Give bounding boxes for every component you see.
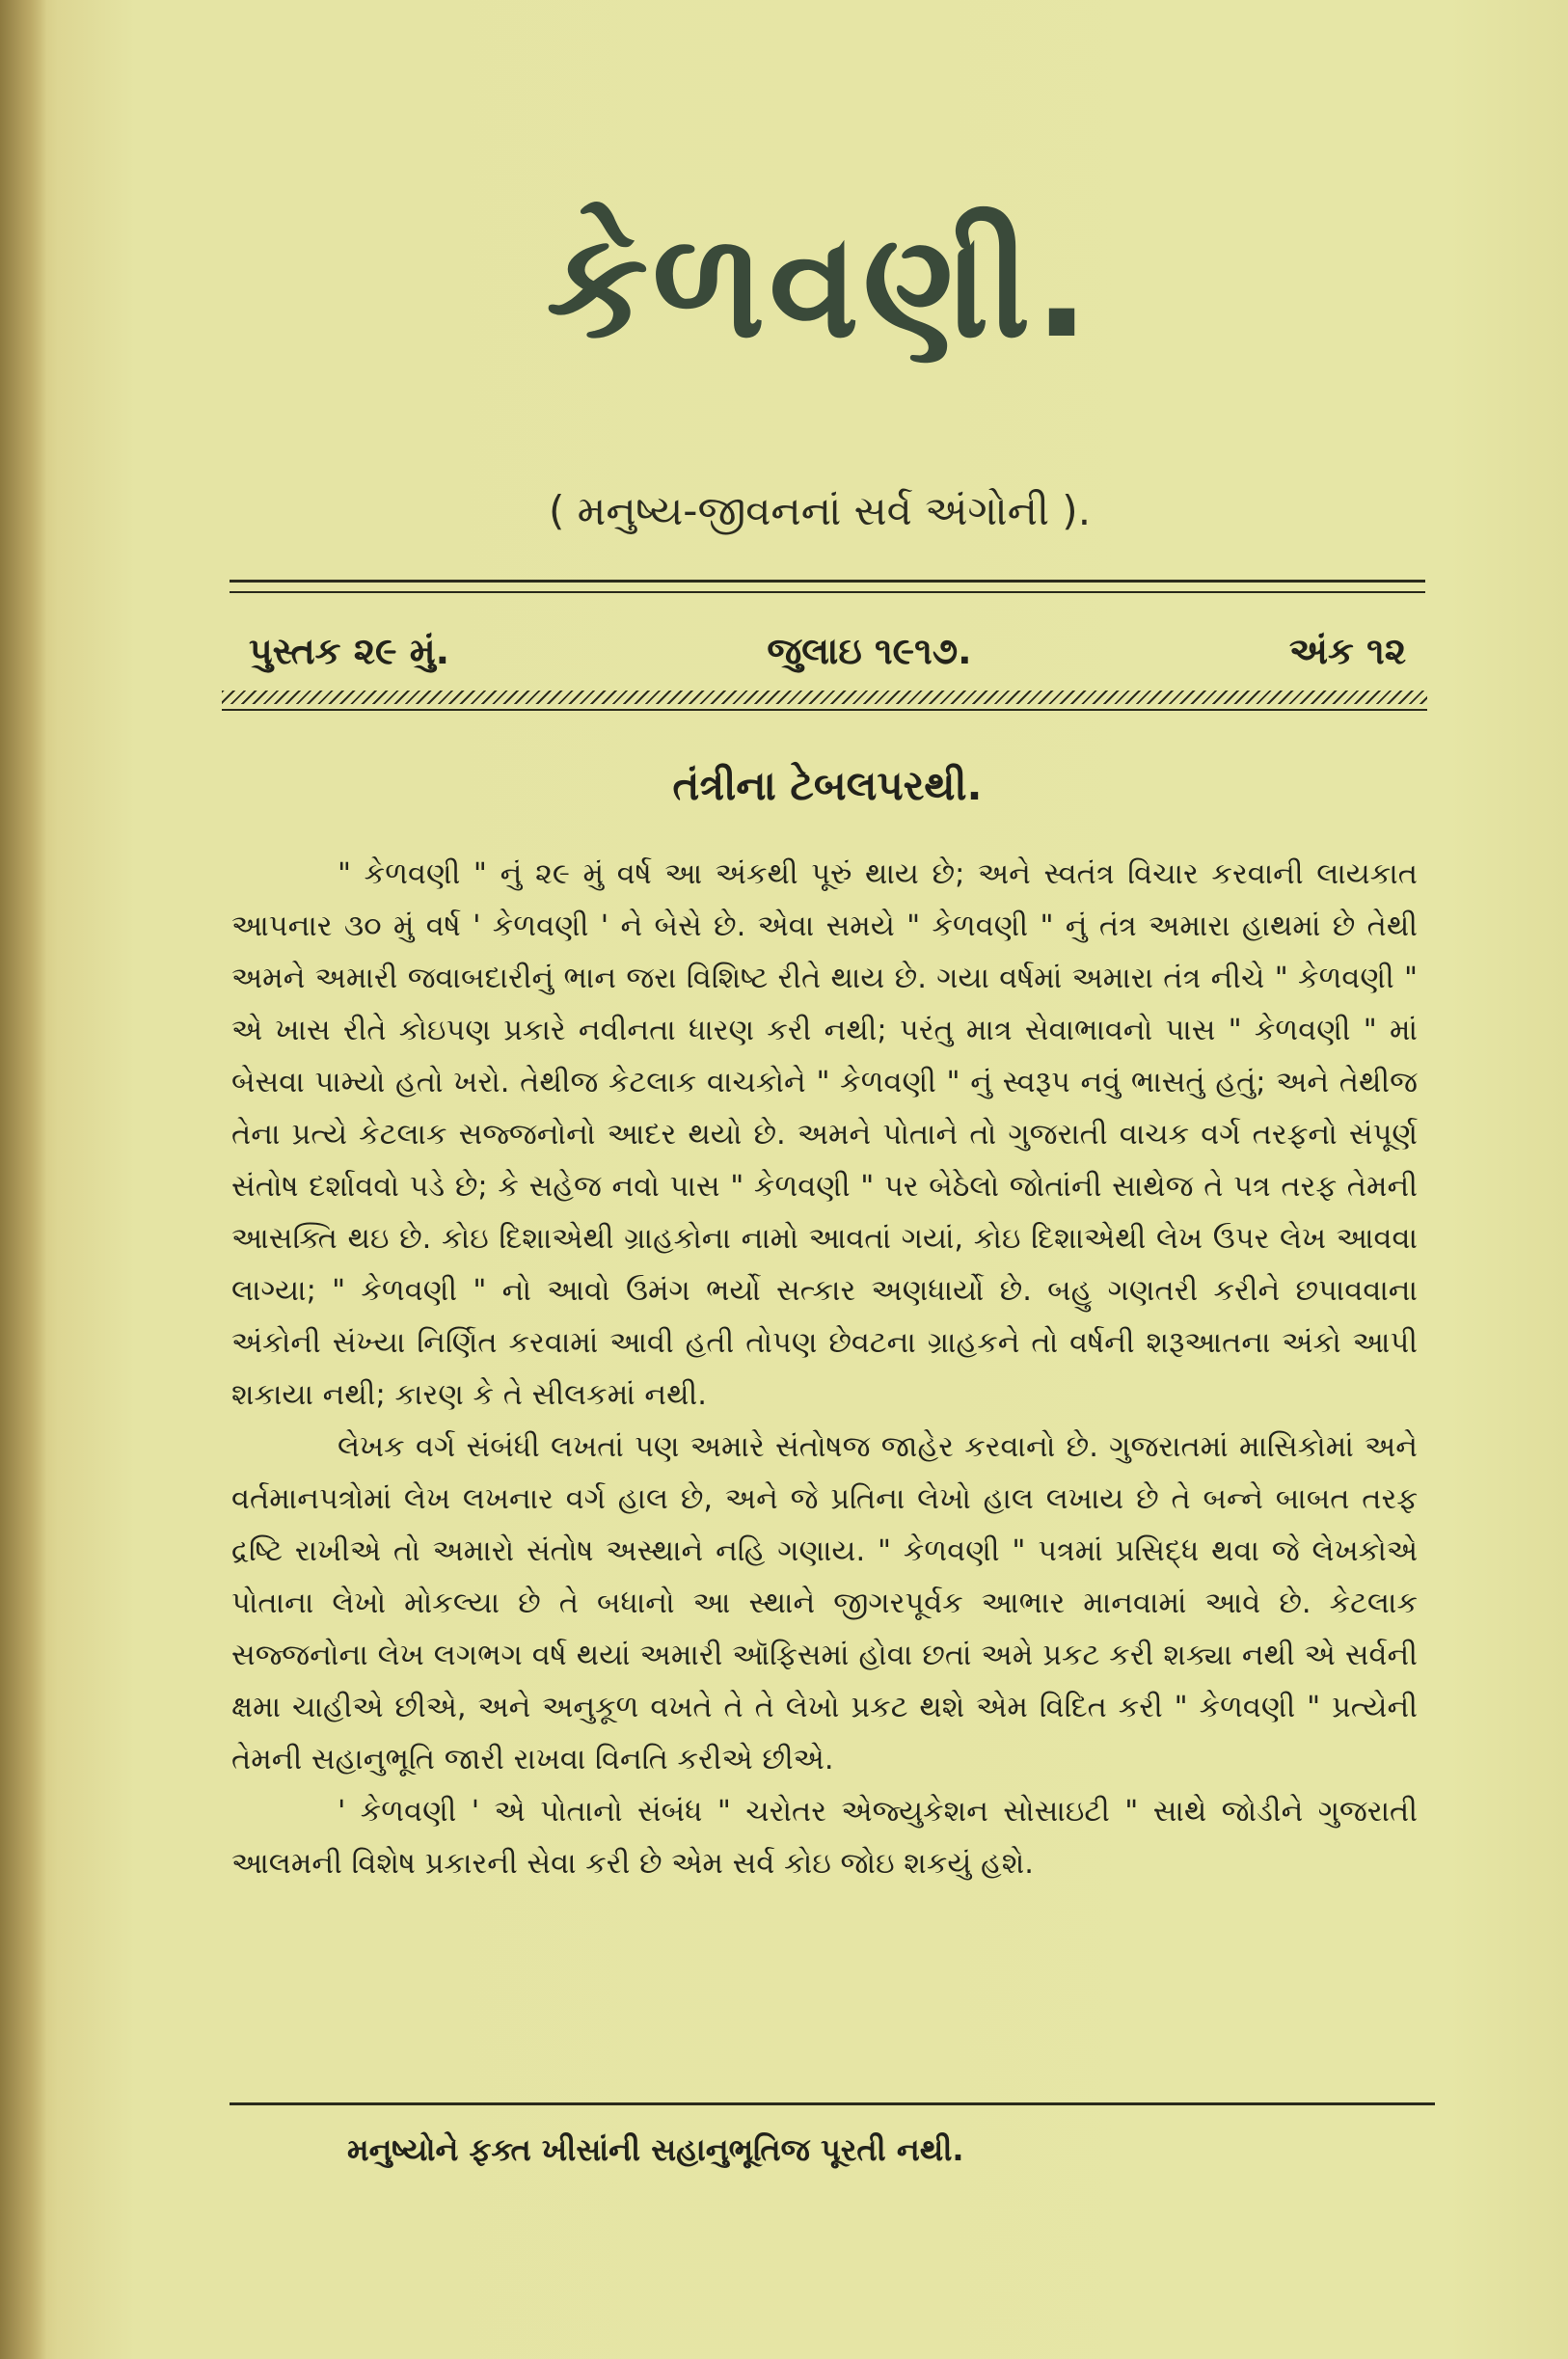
header-rule [230,580,1425,583]
footer-quote: મનુષ્યોને ફક્ત ખીસાંની સહાનુભૂતિજ પૂરતી નથી. [347,2131,964,2168]
magazine-masthead: કેળવણી. [546,203,1094,370]
section-title: તંત્રીના ટેબલપરથી. [672,762,983,809]
issue-info-bar [230,617,1425,685]
issue-number: અંક ૧૨ [1288,629,1406,672]
footer-rule [230,2102,1435,2105]
magazine-tagline: ( મનુષ્ય-જીવનનાં સર્વ અંગોની ). [548,487,1092,534]
header-rule-thin [230,591,1425,593]
article-paragraph: લેખક વર્ગ સંબંધી લખતાં પણ અમારે સંતોષજ જાહેર કરવાનો છે. ગુજરાતમાં માસિકોમાં અને વર્તમાનપત્રોમાં લેખ લખનાર વર્ગ હાલ છે, અને જે પ્રતિના લેખો હાલ લખાય છે તે બન્ને બાબત તરફ દ્રષ્ટિ રાખીએ તો અમારો સંતોષ અસ્થાને નહિ ગણાય. " કેળવણી " પત્રમાં પ્રસિદ્ધ થવા જે લેખકોએ પોતાના લેખો મોકલ્યા છે તે બધાનો આ સ્થાને જીગરપૂર્વક આભાર માનવામાં આવે છે. કેટલાક સજ્જનોના લેખ લગભગ વર્ષ થયાં અમારી ઑફિસમાં હોવા છતાં અમે પ્રકટ કરી શક્યા નથી એ સર્વની ક્ષમા ચાહીએ છીએ, અને અનુકૂળ વખતે તે તે લેખો પ્રકટ થશે એમ વિદિત કરી " કેળવણી " પ્રત્યેની તેમની સહાનુભૂતિ જારી રાખવા વિનતિ કરીએ છીએ. [231,1430,1418,1776]
decorative-rule [222,691,1427,704]
issue-date: જુલાઇ ૧૯૧૭. [767,629,972,672]
article-body [231,849,1418,1890]
volume-label: પુસ્તક ૨૯ મું. [249,629,450,672]
page-binding-edge [0,0,46,2359]
article-paragraph: " કેળવણી " નું ૨૯ મું વર્ષ આ અંકથી પૂરું થાય છે; અને સ્વતંત્ર વિચાર કરવાની લાયકાત આપનાર ૩૦ મું વર્ષ ' કેળવણી ' ને બેસે છે. એવા સમયે " કેળવણી " નું તંત્ર અમારા હાથમાં છે તેથી અમને અમારી જવાબદારીનું ભાન જરા વિશિષ્ટ રીતે થાય છે. ગયા વર્ષમાં અમારા તંત્ર નીચે " કેળવણી " એ ખાસ રીતે કોઇપણ પ્રકારે નવીનતા ધારણ કરી નથી; પરંતુ માત્ર સેવાભાવનો પાસ " કેળવણી " માં બેસવા પામ્યો હતો ખરો. તેથીજ કેટલાક વાચકોને " કેળવણી " નું સ્વરૂપ નવું ભાસતું હતું; અને તેથીજ તેના પ્રત્યે કેટલાક સજ્જનોનો આદર થયો છે. અમને પોતાને તો ગુજરાતી વાચક વર્ગ તરફનો સંપૂર્ણ સંતોષ દર્શાવવો પડે છે; કે સહેજ નવો પાસ " કેળવણી " પર બેઠેલો જોતાંની સાથેજ તે પત્ર તરફ તેમની આસક્તિ થઇ છે. કોઇ દિશાએથી ગ્રાહકોના નામો આવતાં ગયાં, કોઇ દિશાએથી લેખ ઉપર લેખ આવવા લાગ્યા; " કેળવણી " નો આવો ઉમંગ ભર્યો સત્કાર અણધાર્યો છે. બહુ ગણતરી કરીને છપાવવાના અંકોની સંખ્યા નિર્ણિત કરવામાં આવી હતી તોપણ છેવટના ગ્રાહકને તો વર્ષની શરૂઆતના અંકો આપી શકાયા નથી; કારણ કે તે સીલકમાં નથી. [231,857,1418,1412]
article-paragraph: ' કેળવણી ' એ પોતાનો સંબંધ " ચરોતર એજ્યુકેશન સોસાઇટી " સાથે જોડીને ગુજરાતી આલમની વિશેષ પ્રકારની સેવા કરી છે એમ સર્વ કોઇ જોઇ શકયું હશે. [231,1795,1418,1881]
decorative-rule-thin [222,709,1427,711]
